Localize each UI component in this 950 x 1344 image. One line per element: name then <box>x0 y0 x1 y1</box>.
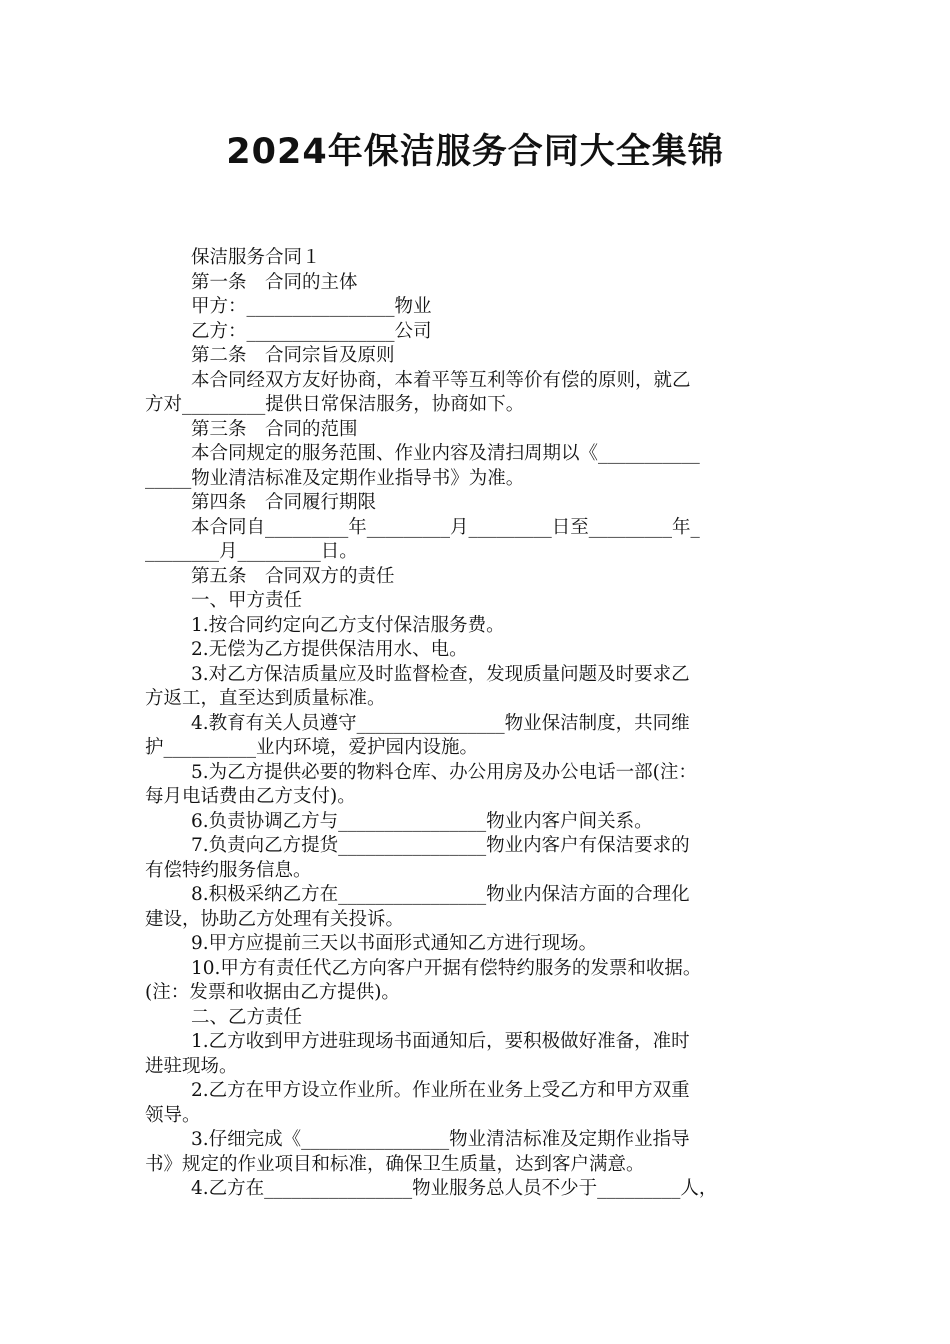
document-line: (注：发票和收据由乙方提供)。 <box>145 982 400 1003</box>
document-line: 4.乙方在________________物业服务总人员不少于_________人， <box>191 1178 718 1199</box>
document-line: 7.负责向乙方提货________________物业内客户有保洁要求的 <box>191 835 690 856</box>
document-line: 1.乙方收到甲方进驻现场书面通知后，要积极做好准备，准时 <box>191 1031 690 1052</box>
document-line: 6.负责协调乙方与________________物业内客户间关系。 <box>191 810 653 832</box>
document-line: 3.仔细完成《________________物业清洁标准及定期作业指导 <box>191 1129 690 1150</box>
document-line: 一、甲方责任 <box>191 590 303 611</box>
document-line: 第四条 合同履行期限 <box>191 492 377 513</box>
document-line: 2.乙方在甲方设立作业所。作业所在业务上受乙方和甲方双重 <box>191 1080 690 1101</box>
document-line: 本合同规定的服务范围、作业内容及清扫周期以《___________ <box>191 443 700 464</box>
document-line: 每月电话费由乙方支付)。 <box>145 786 356 807</box>
document-line: 1.按合同约定向乙方支付保洁服务费。 <box>191 614 505 636</box>
document-title: 2024年保洁服务合同大全集锦 <box>226 132 724 172</box>
document-line: 二、乙方责任 <box>191 1006 303 1028</box>
document-line: 保洁服务合同１ <box>191 247 321 268</box>
document-line: 甲方：________________物业 <box>191 296 432 317</box>
document-line: ________月_________日。 <box>145 541 358 562</box>
document-line: 书》规定的作业项目和标准，确保卫生质量，达到客户满意。 <box>145 1153 645 1175</box>
document-line: 2.无偿为乙方提供保洁用水、电。 <box>191 639 468 660</box>
document-line: 第二条 合同宗旨及原则 <box>191 345 395 366</box>
document-line: 方返工，直至达到质量标准。 <box>145 688 386 709</box>
document-line: 建设，协助乙方处理有关投诉。 <box>145 908 405 930</box>
document-line: 第一条 合同的主体 <box>191 271 358 293</box>
document-line: 护__________业内环境，爱护园内设施。 <box>145 737 479 758</box>
document-body <box>145 246 810 1202</box>
document-line: 有偿特约服务信息。 <box>145 859 312 881</box>
document-line: 进驻现场。 <box>145 1055 238 1077</box>
document-line: 本合同经双方友好协商，本着平等互利等价有偿的原则，就乙 <box>191 369 691 391</box>
document-line: 10.甲方有责任代乙方向客户开据有偿特约服务的发票和收据。 <box>191 957 702 979</box>
document-line: 3.对乙方保洁质量应及时监督检查，发现质量问题及时要求乙 <box>191 663 690 685</box>
document-line: 4.教育有关人员遵守________________物业保洁制度，共同维 <box>191 712 690 734</box>
document-line: 5.为乙方提供必要的物料仓库、办公用房及办公电话一部(注： <box>191 761 697 783</box>
document-line: 8.积极采纳乙方在________________物业内保洁方面的合理化 <box>191 884 690 905</box>
document-line: 方对_________提供日常保洁服务，协商如下。 <box>145 394 525 415</box>
document-line: 领导。 <box>145 1104 201 1126</box>
document-line: 第五条 合同双方的责任 <box>191 565 395 587</box>
document-line: 9.甲方应提前三天以书面形式通知乙方进行现场。 <box>191 933 598 954</box>
document-line: 第三条 合同的范围 <box>191 418 358 440</box>
document-line: _____物业清洁标准及定期作业指导书》为准。 <box>145 467 525 489</box>
document-line: 乙方：________________公司 <box>191 320 432 342</box>
document-line: 本合同自_________年_________月_________日至_________年_ <box>191 516 700 538</box>
